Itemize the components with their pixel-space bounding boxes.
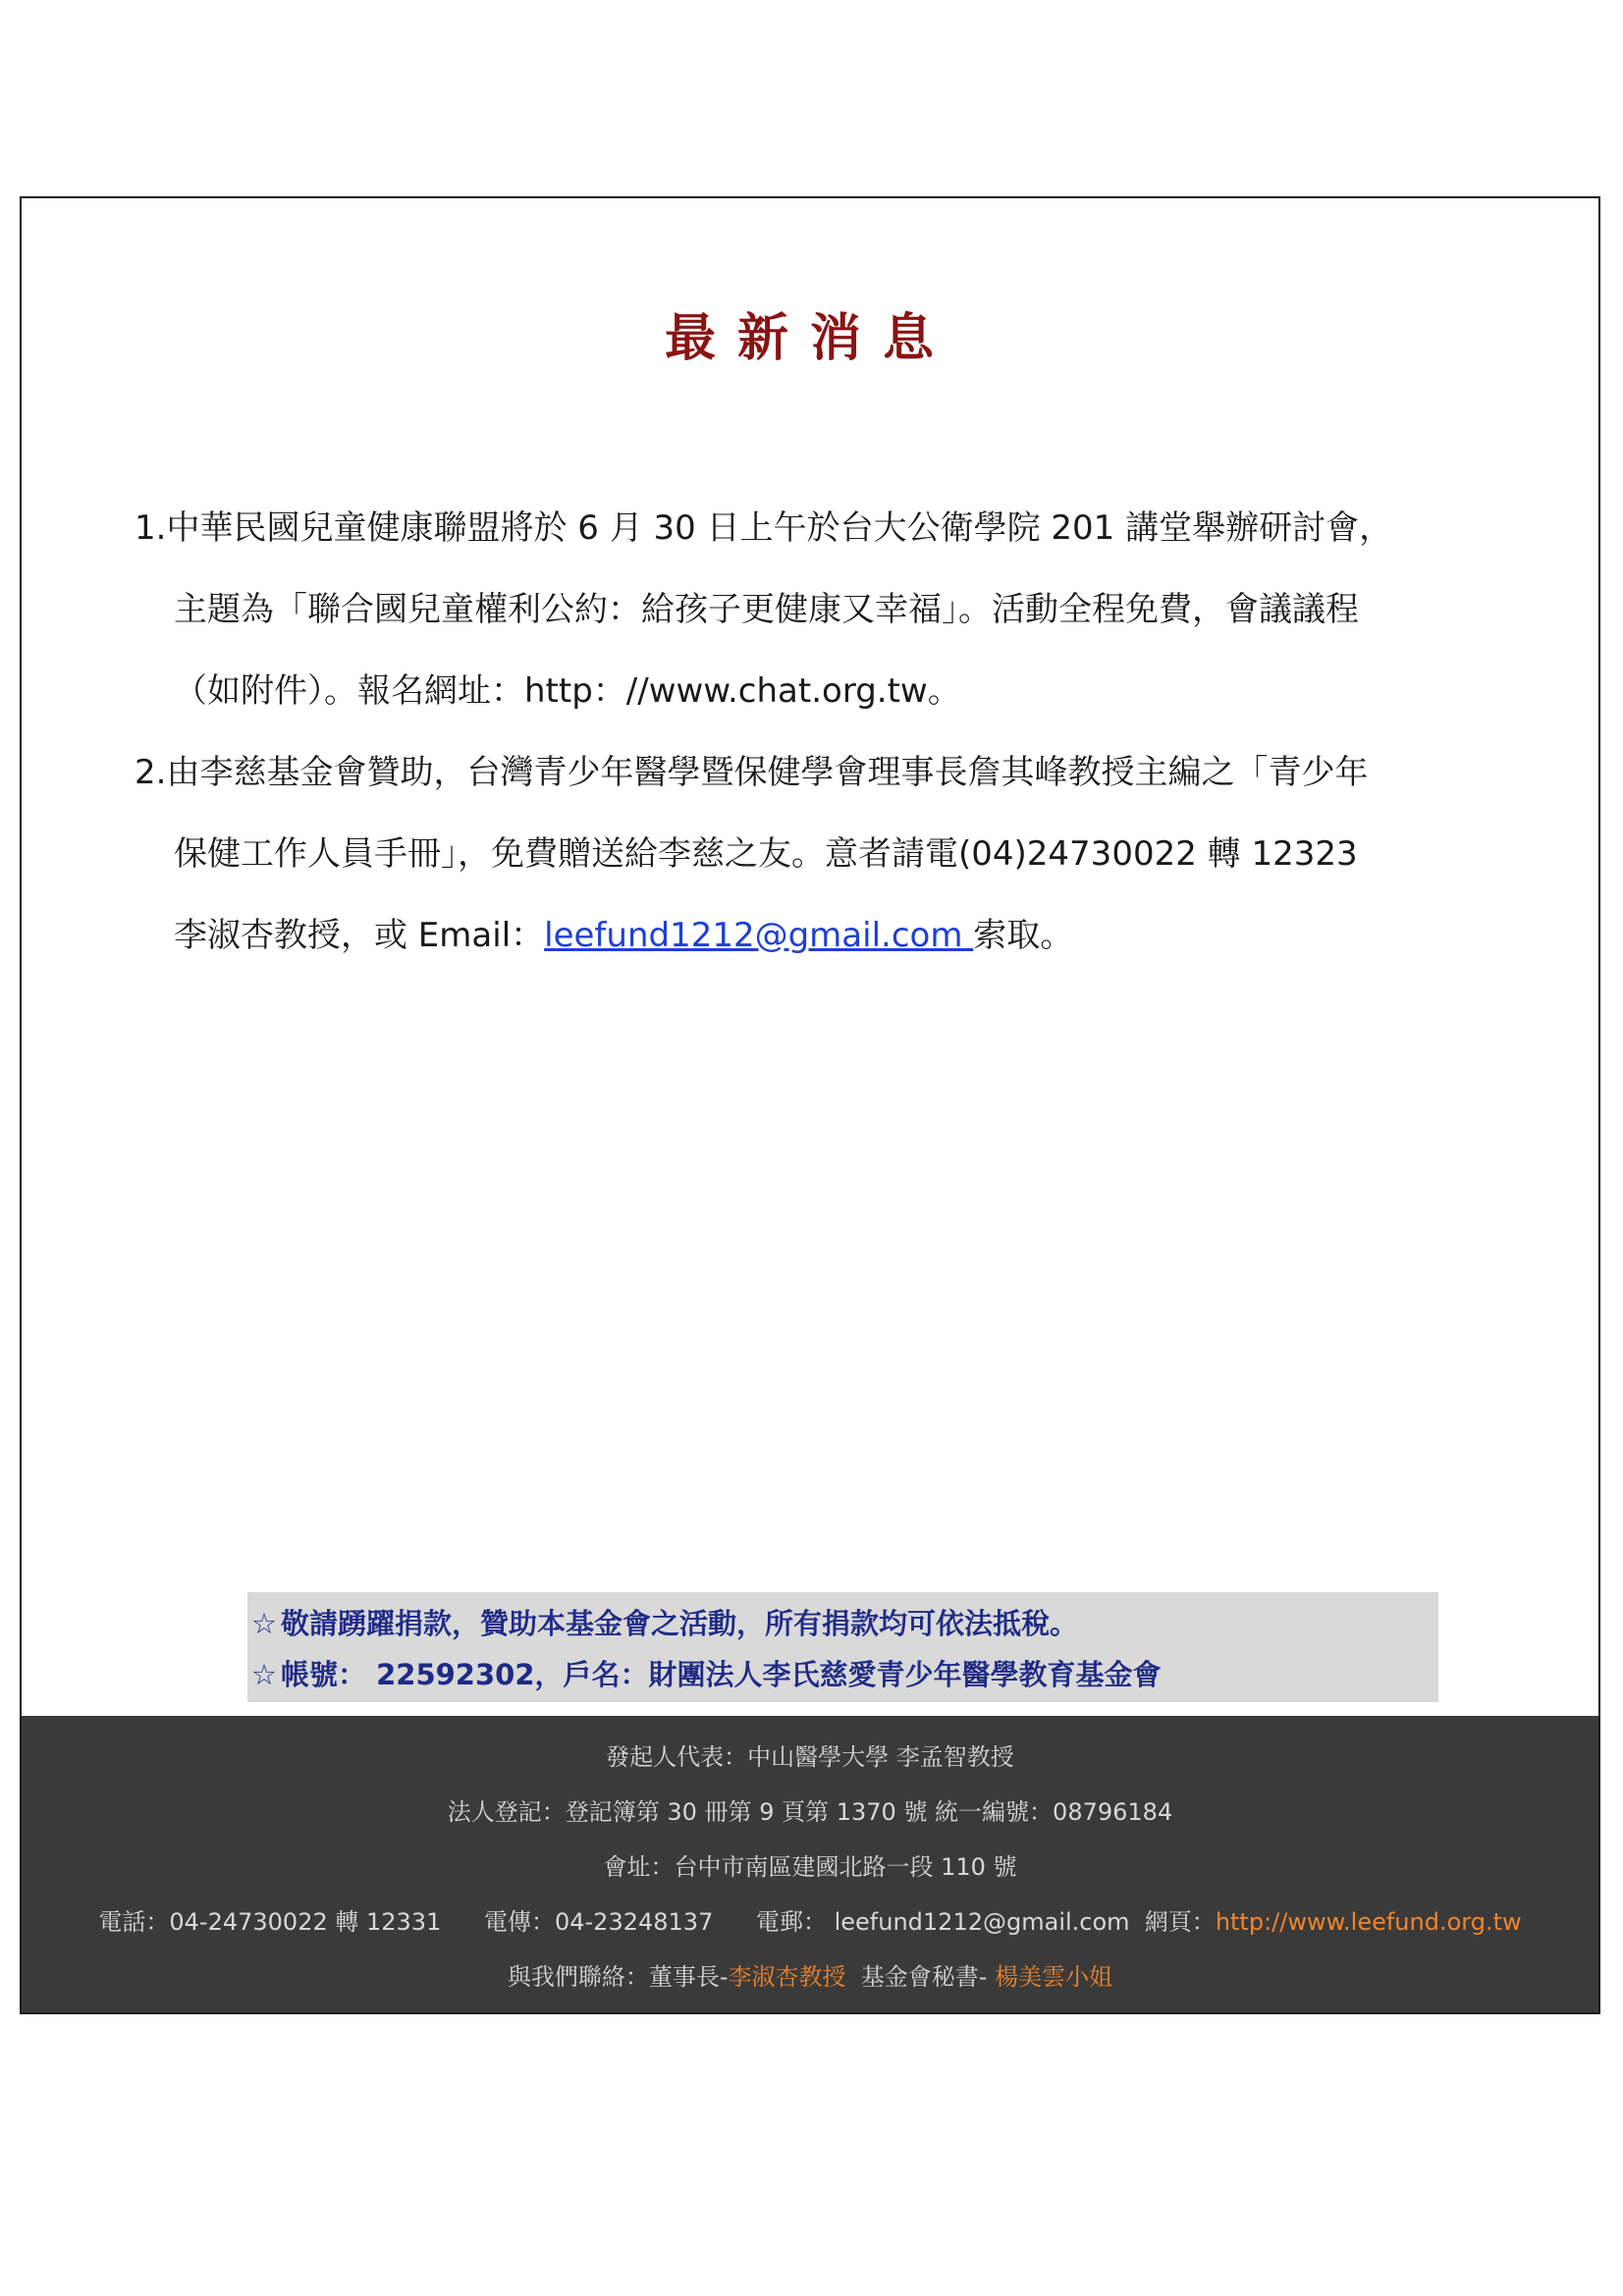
donation-text: 帳號： 22592302，戶名：財團法人李氏慈愛青少年醫學教育基金會	[281, 1658, 1162, 1691]
footer-address: 會址：台中市南區建國北路一段 110 號	[603, 1853, 1017, 1881]
item-number: 1.	[135, 508, 167, 548]
news-text: 中華民國兒童健康聯盟將於 6 月 30 日上午於台大公衛學院 201 講堂舉辦研討會，	[166, 508, 1393, 548]
item-number: 2.	[135, 753, 167, 792]
star-icon: ☆	[251, 1607, 277, 1640]
donation-line-2	[251, 1649, 1434, 1700]
footer-fax: 電傳：04-23248137	[483, 1908, 714, 1936]
star-icon: ☆	[251, 1658, 277, 1691]
donation-line-1	[251, 1598, 1434, 1649]
news-line	[135, 488, 1588, 569]
footer-registration: 法人登記：登記簿第 30 冊第 9 頁第 1370 號 統一編號：08796184	[447, 1798, 1173, 1826]
footer	[22, 1716, 1598, 2012]
chairman-name: 李淑杏教授	[728, 1963, 846, 1991]
footer-founder: 發起人代表：中山醫學大學 李孟智教授	[606, 1743, 1014, 1771]
news-line	[135, 895, 1588, 977]
news-line	[135, 732, 1588, 814]
footer-web-label: 網頁：	[1144, 1908, 1216, 1936]
news-text: 由李慈基金會贊助，台灣青少年醫學暨保健學會理事長詹其峰教授主編之「青少年	[166, 753, 1369, 792]
secretary-name: 楊美雲小姐	[995, 1963, 1113, 1991]
donation-box	[247, 1592, 1438, 1702]
news-line: 主題為「聯合國兒童權利公約：給孩子更健康又幸福」。活動全程免費，會議議程	[174, 590, 1359, 629]
website-link[interactable]: http://www.leefund.org.tw	[1215, 1908, 1522, 1936]
email-link[interactable]: leefund1212@gmail.com	[544, 916, 974, 955]
news-list	[135, 488, 1588, 977]
news-text: 索取。	[973, 916, 1074, 955]
footer-email: 電郵： leefund1212@gmail.com	[755, 1908, 1130, 1936]
contact-label: 與我們聯絡：董事長-	[507, 1963, 729, 1991]
page-title: 最新消息	[664, 309, 955, 368]
news-item-1	[135, 488, 1588, 732]
news-line: 保健工作人員手冊」，免費贈送給李慈之友。意者請電(04)24730022 轉 12323	[174, 834, 1358, 874]
footer-phone: 電話：04-24730022 轉 12331	[98, 1908, 442, 1936]
donation-text: 敬請踴躍捐款，贊助本基金會之活動，所有捐款均可依法抵稅。	[281, 1607, 1079, 1640]
news-text: 李淑杏教授，或 Email：	[174, 916, 545, 955]
news-item-2	[135, 732, 1588, 977]
footer-contact-row	[22, 1902, 1598, 1937]
page-frame	[20, 196, 1600, 2014]
news-line: （如附件）。報名網址：http：//www.chat.org.tw。	[174, 671, 961, 711]
footer-people-row	[22, 1957, 1598, 1992]
secretary-label: 基金會秘書-	[860, 1963, 996, 1991]
